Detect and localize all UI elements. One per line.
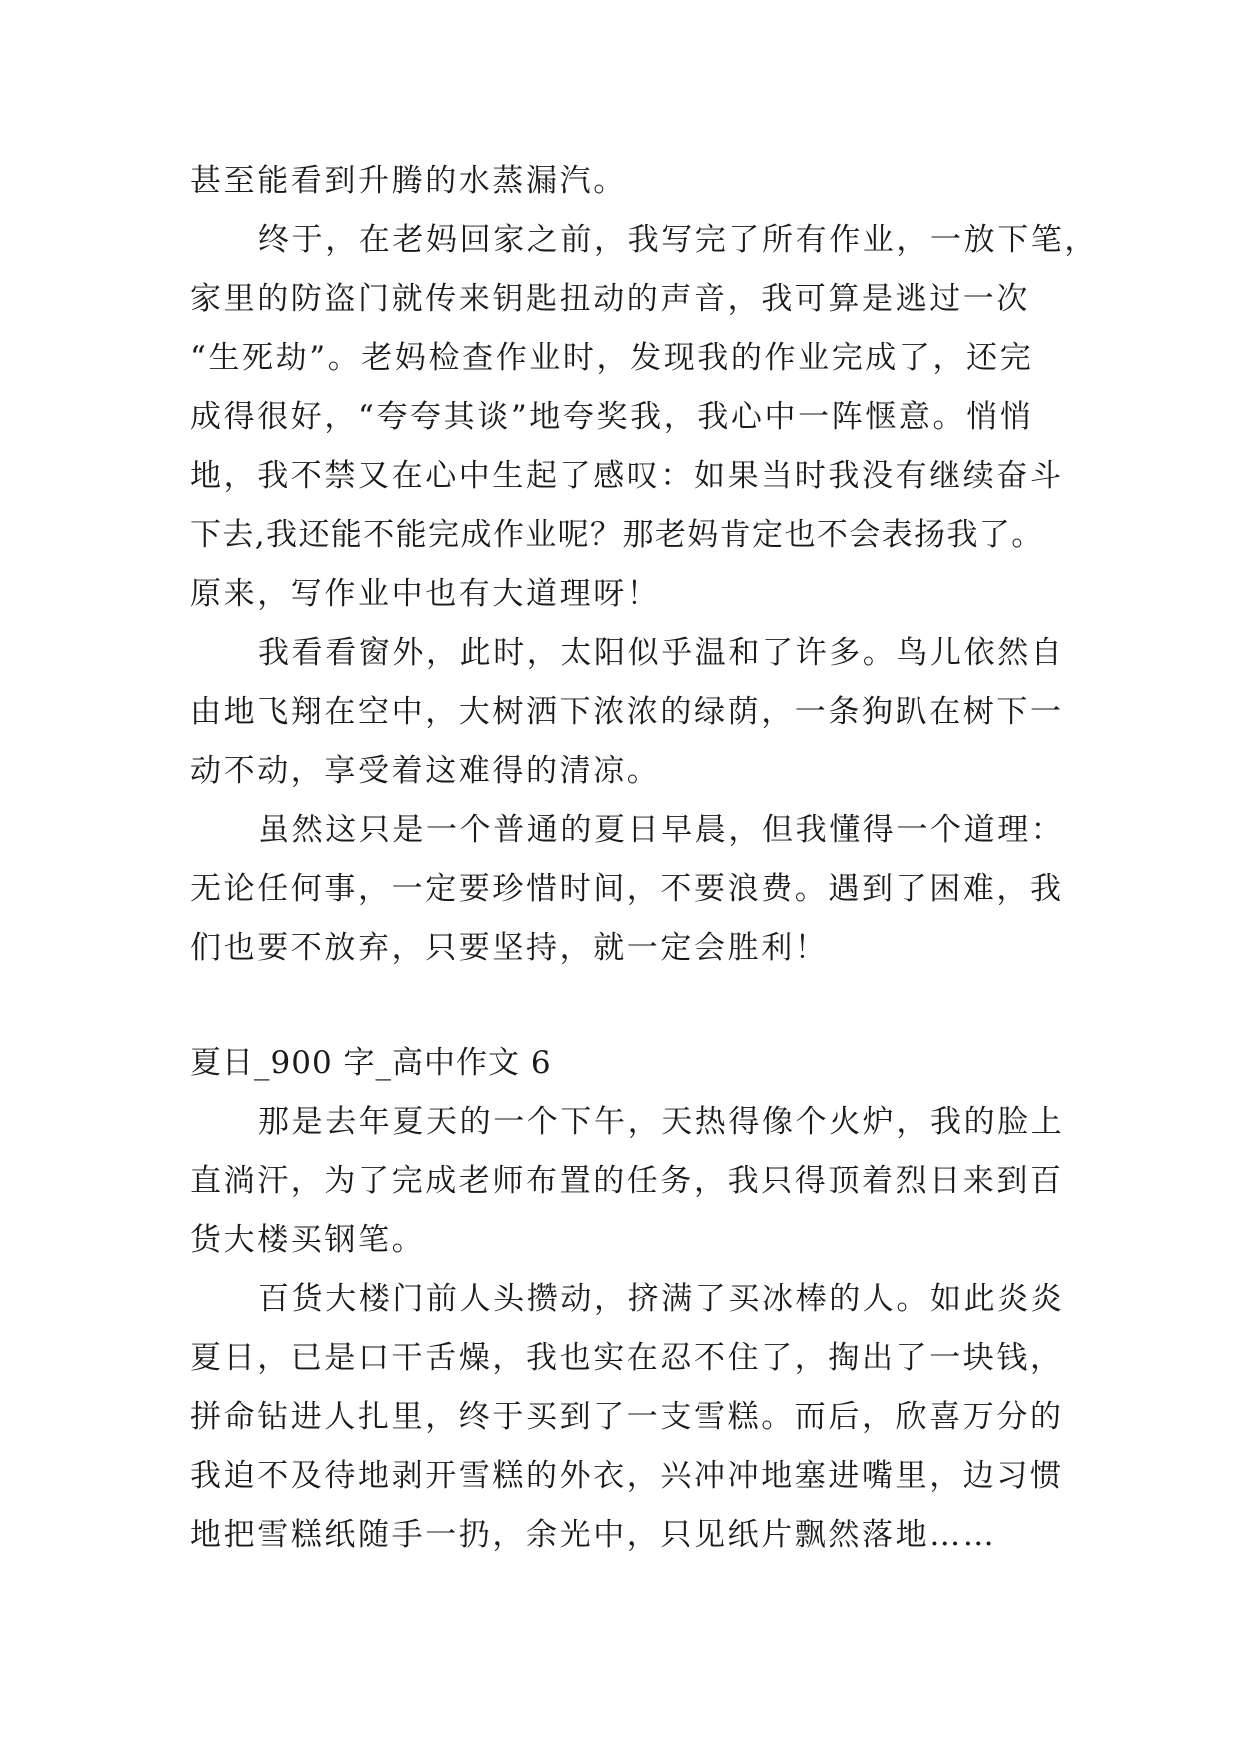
text-line: 家里的防盗门就传来钥匙扭动的声音，我可算是逃过一次 <box>190 281 1030 317</box>
text-line: 我看看窗外，此时，太阳似乎温和了许多。鸟儿依然自 <box>258 635 1065 671</box>
text-line: 成得很好，“夸夸其谈”地夸奖我，我心中一阵惬意。悄悄 <box>190 399 1034 435</box>
text-line: 动不动，享受着这难得的清凉。 <box>190 753 661 789</box>
text-line: 原来，写作业中也有大道理呀！ <box>190 576 661 612</box>
text-line: 终于，在老妈回家之前，我写完了所有作业，一放下笔， <box>258 222 1098 258</box>
text-line: 我迫不及待地剥开雪糕的外衣，兴冲冲地塞进嘴里，边习惯 <box>190 1458 1064 1494</box>
text-line: 百货大楼门前人头攒动，挤满了买冰棒的人。如此炎炎 <box>258 1281 1065 1317</box>
text-line: 们也要不放弃，只要坚持，就一定会胜利！ <box>190 930 829 966</box>
text-line: “生死劫”。老妈检查作业时，发现我的作业完成了，还完 <box>190 340 1034 376</box>
text-line: 夏日，已是口干舌燥，我也实在忍不住了，掏出了一块钱， <box>190 1340 1064 1376</box>
text-line: 无论任何事，一定要珍惜时间，不要浪费。遇到了困难，我 <box>190 871 1064 907</box>
section-heading: 夏日_900 字_高中作文 6 <box>190 1045 552 1081</box>
text-line: 地，我不禁又在心中生起了感叹：如果当时我没有继续奋斗 <box>190 458 1064 494</box>
text-line: 虽然这只是一个普通的夏日早晨，但我懂得一个道理： <box>258 812 1065 848</box>
text-line: 由地飞翔在空中，大树洒下浓浓的绿荫，一条狗趴在树下一 <box>190 694 1064 730</box>
text-line: 货大楼买钢笔。 <box>190 1222 426 1258</box>
section-gap <box>190 978 1060 1034</box>
text-line: 拼命钻进人扎里，终于买到了一支雪糕。而后，欣喜万分的 <box>190 1399 1064 1435</box>
document-page <box>190 152 1098 1565</box>
text-line: 下去,我还能不能完成作业呢？那老妈肯定也不会表扬我了。 <box>190 517 1044 553</box>
text-line: 直淌汗，为了完成老师布置的任务，我只得顶着烈日来到百 <box>190 1163 1064 1199</box>
text-line: 那是去年夏天的一个下午，天热得像个火炉，我的脸上 <box>258 1104 1065 1140</box>
text-line: 甚至能看到升腾的水蒸漏汽。 <box>190 163 627 199</box>
text-line: 地把雪糕纸随手一扔，余光中，只见纸片飘然落地…… <box>190 1517 997 1553</box>
